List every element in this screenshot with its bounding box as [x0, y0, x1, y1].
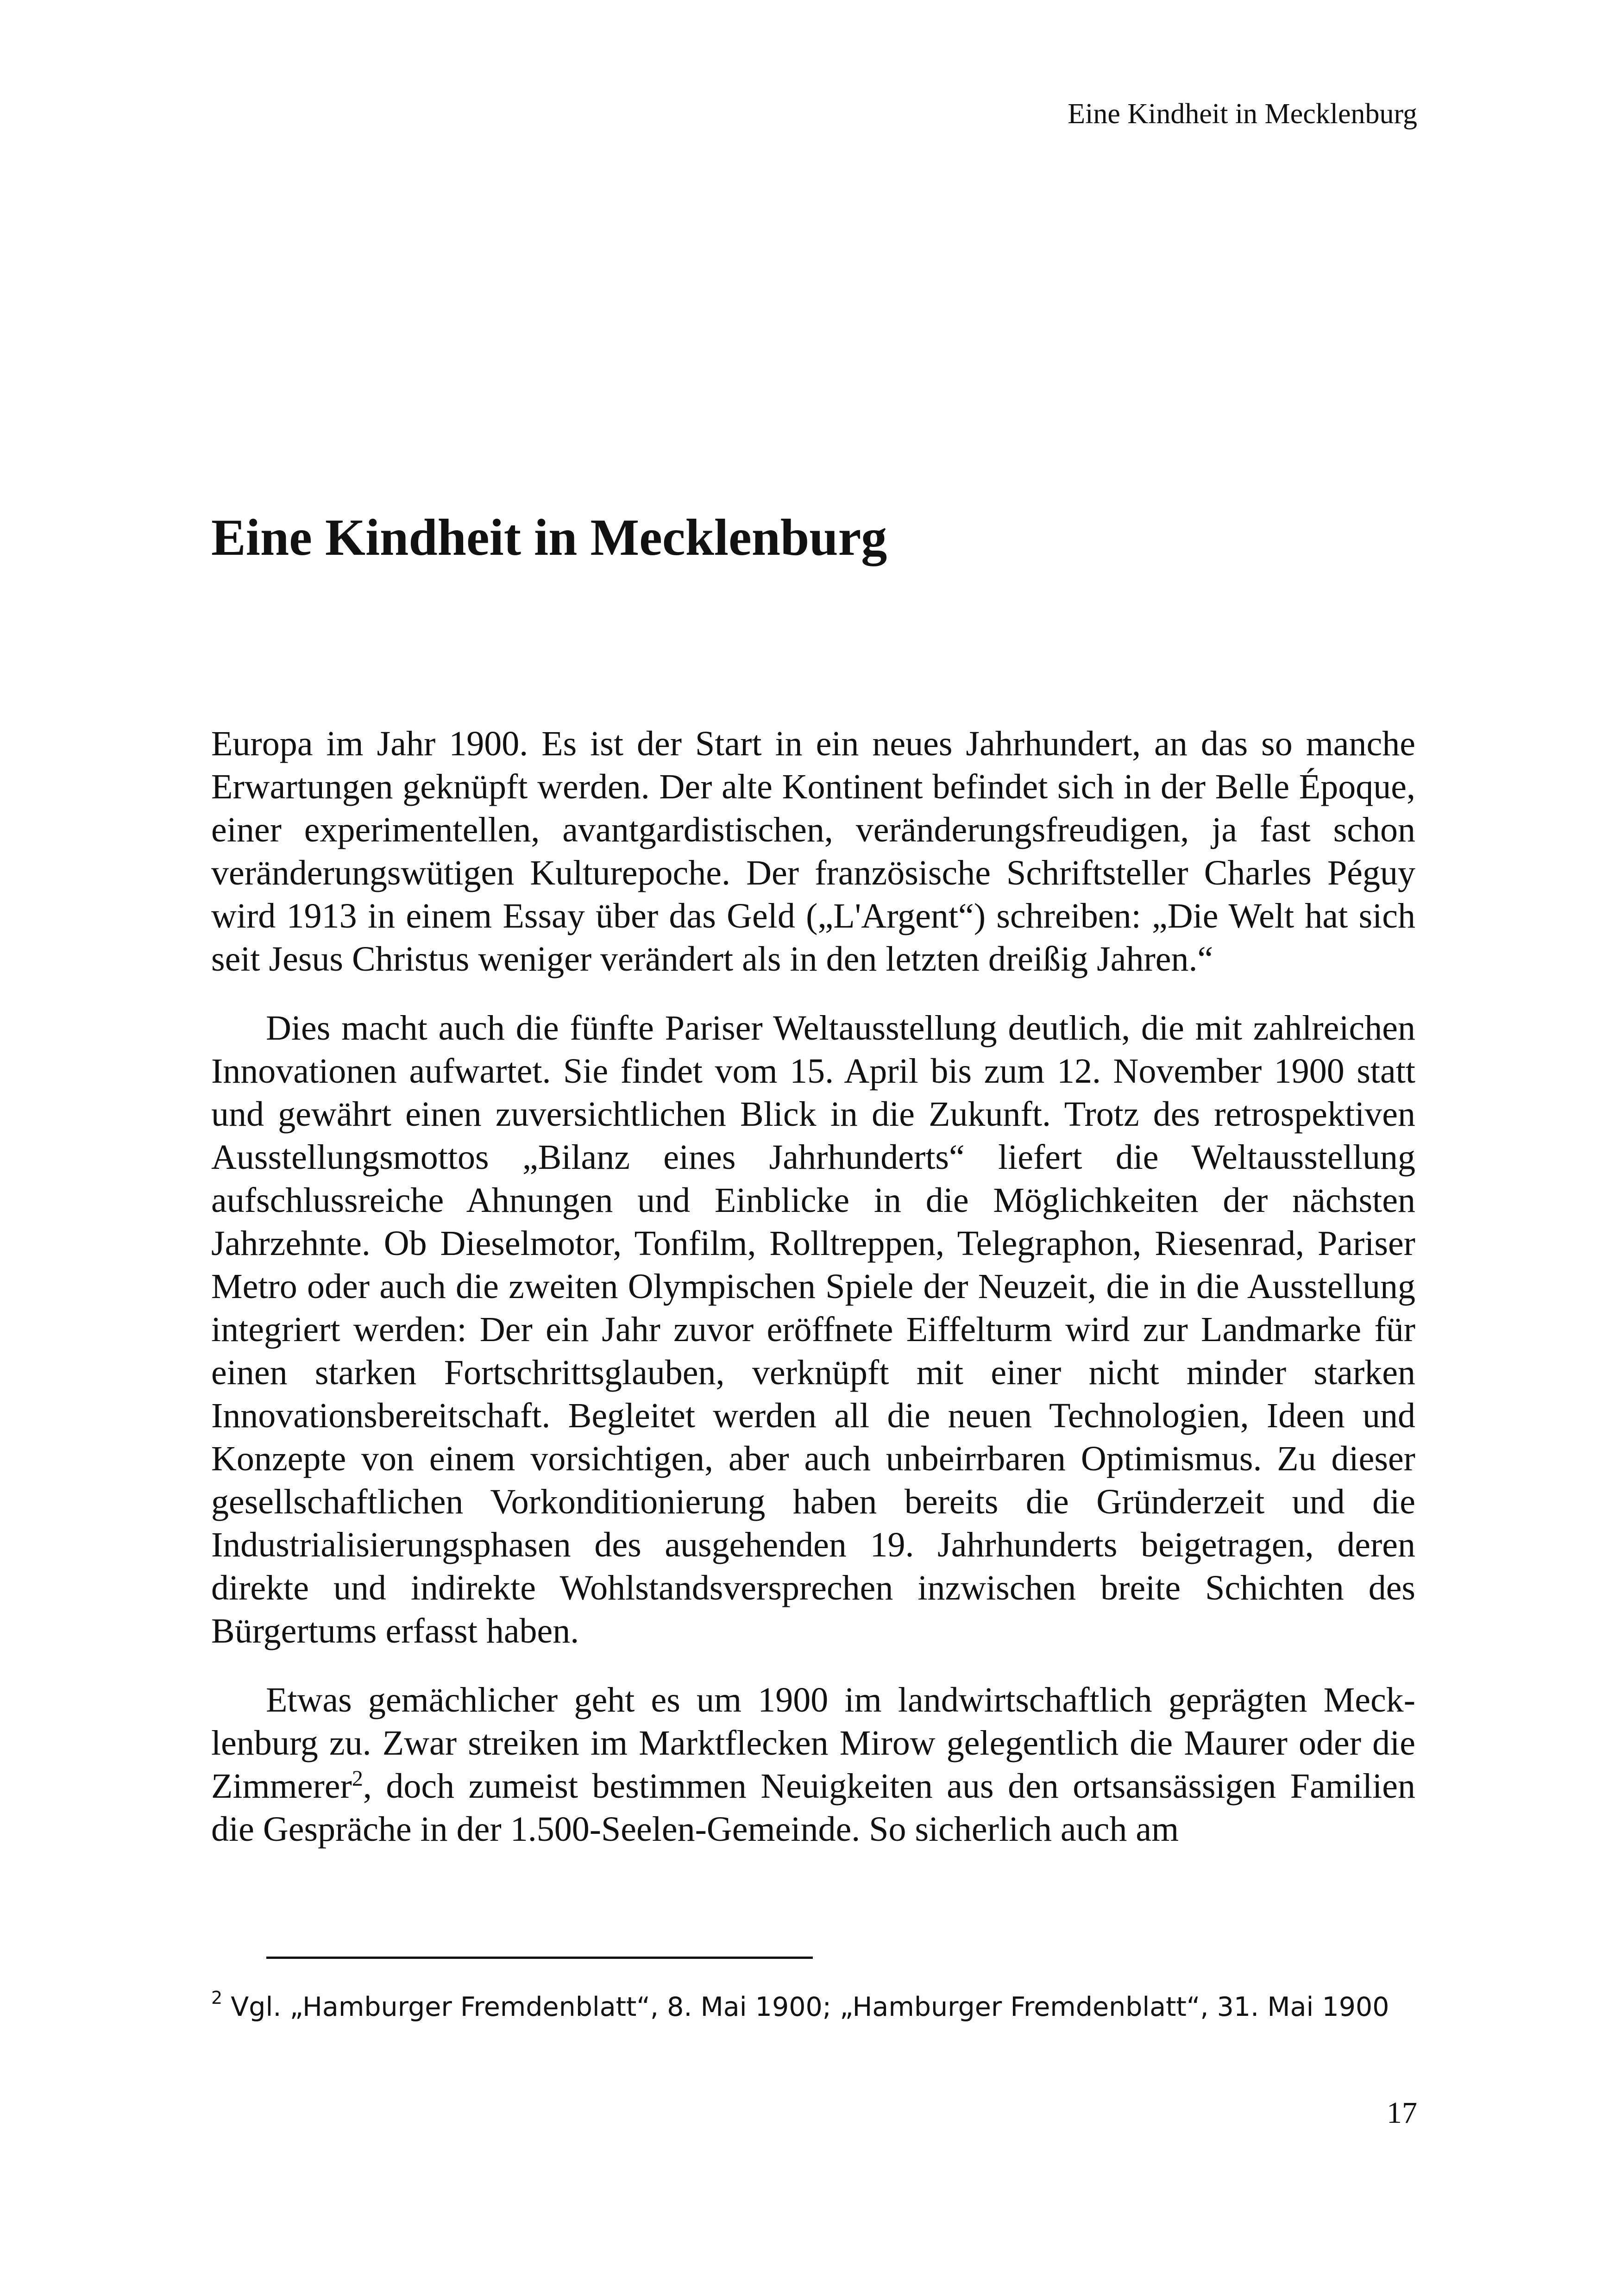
page-number: 17 — [1387, 2096, 1417, 2130]
paragraph-2: Dies macht auch die fünfte Pariser Weltausstellung deutlich, die mit zahlreichen Innovationen aufwartet. Sie findet vom 15. April bis zum 12. November 1900 statt und gewährt einen zuversichtlichen Blick in die Zukunft. Trotz des retrospektiven Ausstellungsmottos „Bilanz eines Jahrhunderts“ liefert die Weltausstellung aufschlussreiche Ahnungen und Einblicke in die Möglichkeiten der nächsten Jahrzehnte. Ob Dieselmotor, Tonfilm, Rolltreppen, Telegraphon, Riesenrad, Pariser Metro oder auch die zweiten Olympischen Spiele der Neuzeit, die in die Ausstellung integriert werden: Der ein Jahr zuvor eröffnete Eiffelturm wird zur Landmarke für einen starken Fortschrittsglauben, verknüpft mit einer nicht minder starken Innovationsbereitschaft. Begleitet werden all die neuen Technologien, Ideen und Konzepte von einem vorsichtigen, aber auch unbeirrbaren Optimismus. Zu dieser gesellschaftlichen Vorkonditionierung haben bereits die Gründerzeit und die Industrialisierungsphasen des ausgehenden 19. Jahrhunderts beigetragen, deren direkte und indirekte Wohlstandsversprechen inzwischen breite Schichten des Bürgertums erfasst haben. — [211, 1009, 1415, 1650]
paragraph-3 — [211, 1679, 1415, 1851]
footnote-reference[interactable]: 2 — [352, 1766, 363, 1791]
paragraph-3-text-before-ref: Etwas gemächlicher geht es um 1900 im landwirtschaftlich geprägten Mecklenburg zu. Zwar streiken im Marktflecken Mirow gelegentlich die Maurer oder die Zimmerer — [211, 1681, 1415, 1806]
chapter-title: Eine Kindheit in Mecklenburg — [211, 509, 887, 566]
paragraph-1: Europa im Jahr 1900. Es ist der Start in ein neues Jahrhundert, an das so manche Erwartungen geknüpft werden. Der alte Kontinent befindet sich in der Belle Époque, einer experimentellen, avantgardistischen, veränderungsfreudigen, ja fast schon veränderungswütigen Kulturepoche. Der französische Schriftsteller Charles Péguy wird 1913 in einem Essay über das Geld („L'Argent“) schreiben: „Die Welt hat sich seit Jesus Christus weniger verändert als in den letzten dreißig Jahren.“ — [211, 724, 1415, 979]
footnote — [211, 1988, 1415, 2023]
footnote-separator — [266, 1957, 813, 1959]
body-text — [211, 722, 1415, 1851]
footnote-text: Vgl. „Hamburger Fremdenblatt“, 8. Mai 1900; „Hamburger Fremdenblatt“, 31. Mai 1900 — [222, 1992, 1389, 2022]
footnote-number: 2 — [211, 1988, 223, 2008]
paragraph-3-text-after-ref: , doch zumeist bestimmen Neuigkeiten aus den ortsansässigen Familien die Gespräche in der 1.500-Seelen-Gemeinde. So sicherlich auch am — [211, 1767, 1415, 1849]
running-header: Eine Kindheit in Mecklenburg — [1068, 98, 1417, 130]
